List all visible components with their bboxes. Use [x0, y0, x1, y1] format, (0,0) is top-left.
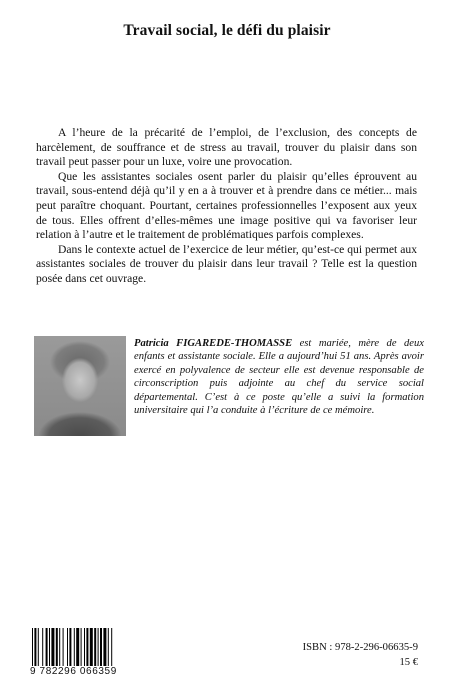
- author-bio-text: est mariée, mère de deux enfants et assistante sociale. Elle a aujourd’hui 51 ans. Après avoir exercé en polyvalence de secteur elle est devenue responsable de circonscription puis adjointe au chef du service social départemental. C’est à ce poste qu’elle a suivi la formation universitaire qui l’a conduite à l’écriture de ce mémoire.: [134, 338, 424, 417]
- barcode-bar: [108, 628, 109, 668]
- barcode-bar: [90, 628, 93, 668]
- barcode-bar: [49, 628, 50, 668]
- author-bio: [134, 337, 424, 417]
- barcode-bar: [74, 628, 75, 668]
- barcode-bar: [59, 628, 60, 668]
- barcode-bar: [76, 628, 79, 668]
- barcode-bar: [86, 628, 88, 668]
- blurb-paragraph: Que les assistantes sociales osent parler du plaisir qu’elles éprouvent au travail, sous-entend déjà qu’il y en a à trouver et à prendre dans ce métier... mais peut paraître choquant. Pourtant, certaines professionnelles l’exposent aux yeux de tous. Elles offrent d’elles-mêmes une image positive qui va favoriser leur relation à l’autre et le traitement de problématiques parfois complexes.: [36, 169, 417, 242]
- barcode-bar: [32, 628, 33, 668]
- barcode-bar: [94, 628, 96, 668]
- barcode-bar: [34, 628, 36, 668]
- barcode-digits: 9 782296 066359: [30, 666, 130, 677]
- barcode-bar: [69, 628, 71, 668]
- isbn: ISBN : 978-2-296-06635-9: [302, 642, 418, 653]
- barcode-bar: [103, 628, 106, 668]
- barcode-bar: [46, 628, 48, 668]
- barcode-bar: [38, 628, 39, 668]
- back-cover-blurb: [36, 126, 417, 287]
- barcode-bar: [100, 628, 102, 668]
- barcode-bar: [42, 628, 43, 668]
- barcode-bar: [63, 628, 64, 668]
- barcode-bar: [98, 628, 99, 668]
- barcode-bar: [51, 628, 54, 668]
- book-title: Travail social, le défi du plaisir: [123, 22, 331, 39]
- price: 15 €: [399, 657, 418, 668]
- author-name: Patricia FIGAREDE-THOMASSE: [134, 338, 293, 349]
- blurb-paragraph: Dans le contexte actuel de l’exercice de leur métier, qu’est-ce qui permet aux assistantes sociales de trouver du plaisir dans leur travail ? Telle est la question posée dans cet ouvrage.: [36, 242, 417, 285]
- barcode-bar: [111, 628, 112, 668]
- barcode-bar: [67, 628, 68, 668]
- barcode-bar: [84, 628, 85, 668]
- barcode-bar: [56, 628, 58, 668]
- barcode-bar: [81, 628, 82, 668]
- blurb-paragraph: A l’heure de la précarité de l’emploi, de l’exclusion, des concepts de harcèlement, de souffrance et de stress au travail, trouver du plaisir dans son travail peut passer pour un luxe, voire une provocation.: [36, 126, 417, 169]
- author-photo: [34, 336, 126, 436]
